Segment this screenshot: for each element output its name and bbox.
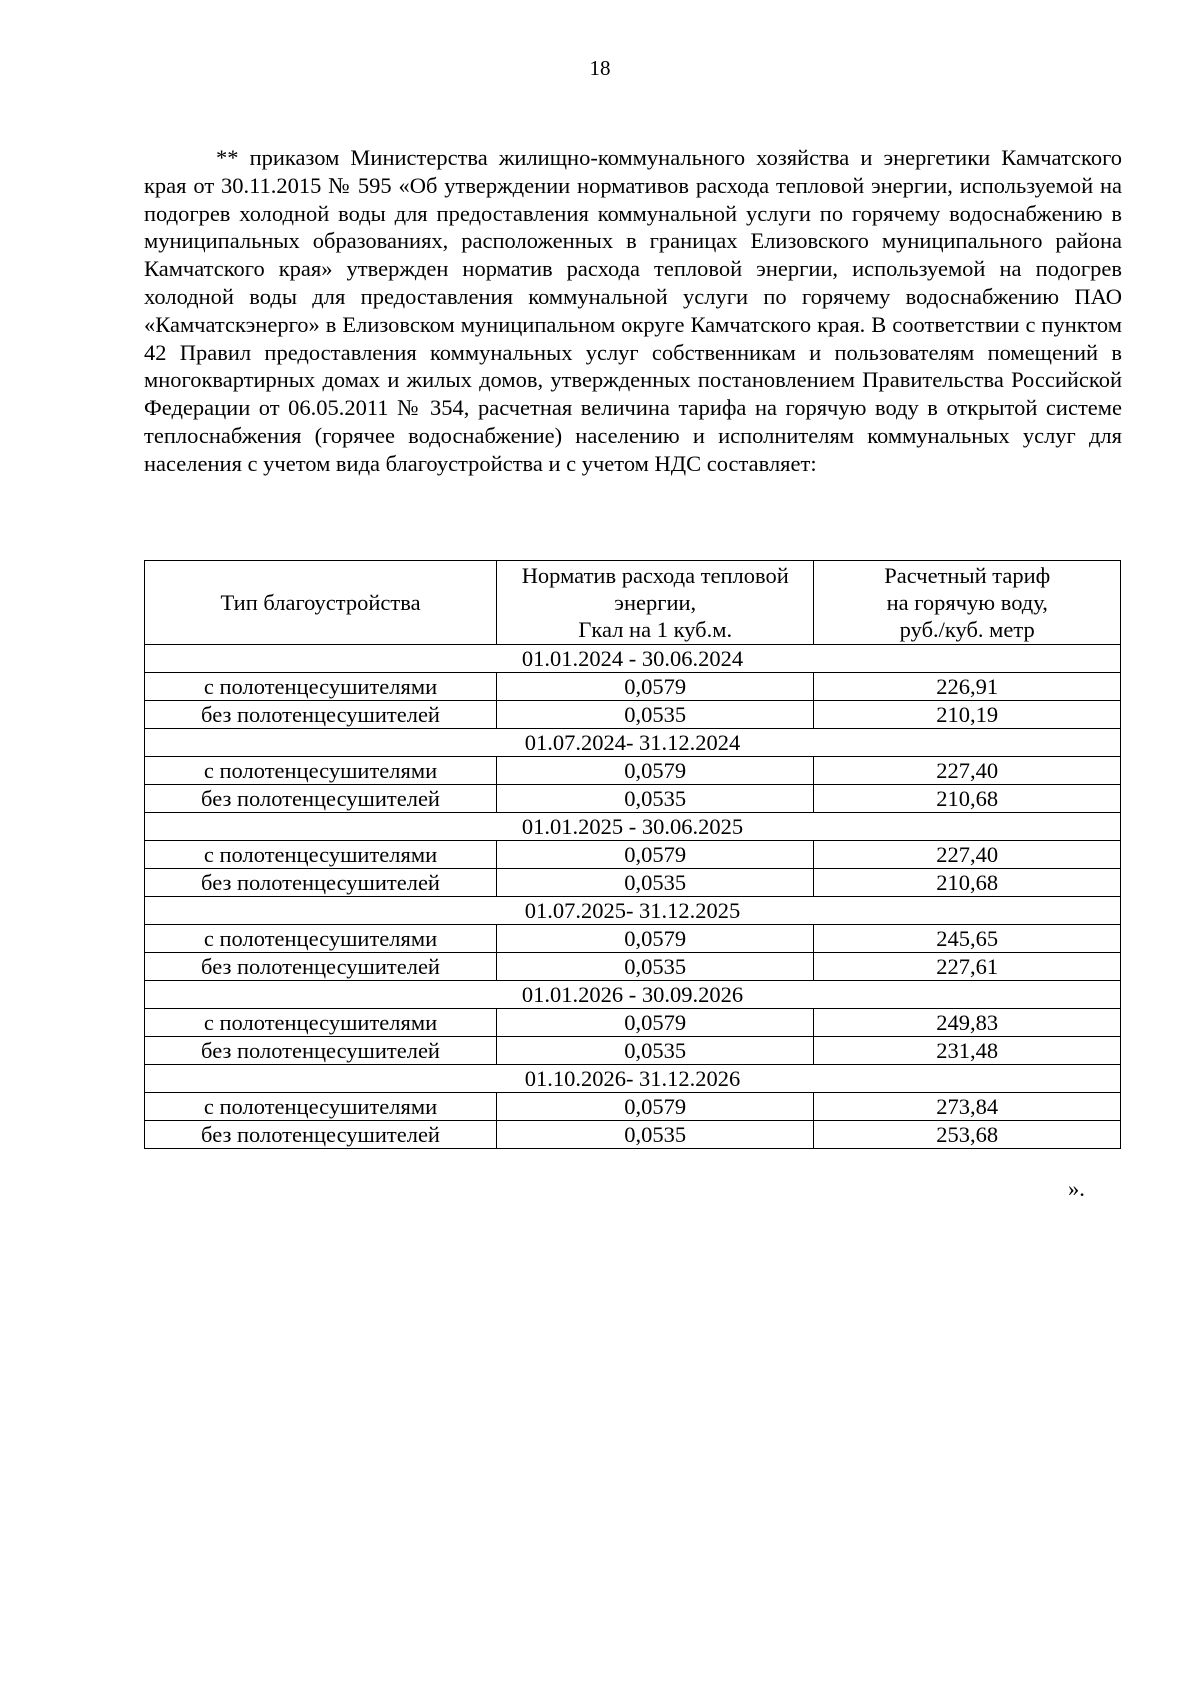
cell-norm: 0,0535 [497, 785, 814, 813]
header-norm [497, 561, 814, 645]
cell-type: с полотенцесушителями [145, 757, 497, 785]
cell-tariff: 210,68 [814, 869, 1121, 897]
cell-norm: 0,0535 [497, 701, 814, 729]
table-row [145, 1009, 1121, 1037]
cell-norm: 0,0535 [497, 1037, 814, 1065]
cell-tariff: 231,48 [814, 1037, 1121, 1065]
cell-type: без полотенцесушителей [145, 953, 497, 981]
cell-tariff: 210,19 [814, 701, 1121, 729]
table-row [145, 785, 1121, 813]
cell-norm: 0,0579 [497, 1093, 814, 1121]
period-row [145, 729, 1121, 757]
cell-tariff: 245,65 [814, 925, 1121, 953]
cell-type: с полотенцесушителями [145, 925, 497, 953]
cell-tariff: 227,61 [814, 953, 1121, 981]
cell-norm: 0,0535 [497, 869, 814, 897]
period-label: 01.07.2024- 31.12.2024 [145, 729, 1121, 757]
cell-norm: 0,0579 [497, 1009, 814, 1037]
cell-tariff: 253,68 [814, 1121, 1121, 1149]
header-norm-line-2: энергии, [614, 590, 697, 615]
period-row [145, 897, 1121, 925]
period-row [145, 981, 1121, 1009]
cell-type: без полотенцесушителей [145, 701, 497, 729]
cell-tariff: 249,83 [814, 1009, 1121, 1037]
cell-norm: 0,0535 [497, 953, 814, 981]
cell-norm: 0,0579 [497, 757, 814, 785]
closing-quote: ». [1068, 1176, 1085, 1201]
cell-type: без полотенцесушителей [145, 785, 497, 813]
header-tariff-line-2: на горячую воду, [886, 590, 1048, 615]
table-row [145, 953, 1121, 981]
table-row [145, 869, 1121, 897]
page-number: 18 [589, 56, 611, 80]
period-label: 01.07.2025- 31.12.2025 [145, 897, 1121, 925]
table-row [145, 1037, 1121, 1065]
cell-tariff: 210,68 [814, 785, 1121, 813]
table-row [145, 757, 1121, 785]
cell-tariff: 227,40 [814, 757, 1121, 785]
cell-type: с полотенцесушителями [145, 841, 497, 869]
period-label: 01.01.2026 - 30.09.2026 [145, 981, 1121, 1009]
table-row [145, 841, 1121, 869]
cell-norm: 0,0579 [497, 925, 814, 953]
cell-norm: 0,0579 [497, 673, 814, 701]
period-row [145, 813, 1121, 841]
cell-norm: 0,0579 [497, 841, 814, 869]
table-row [145, 925, 1121, 953]
cell-tariff: 273,84 [814, 1093, 1121, 1121]
cell-type: с полотенцесушителями [145, 1009, 497, 1037]
cell-type: без полотенцесушителей [145, 1037, 497, 1065]
cell-tariff: 226,91 [814, 673, 1121, 701]
cell-norm: 0,0535 [497, 1121, 814, 1149]
header-norm-line-1: Норматив расхода тепловой [521, 563, 789, 588]
table-row [145, 701, 1121, 729]
header-type: Тип благоустройства [145, 561, 497, 645]
period-label: 01.01.2025 - 30.06.2025 [145, 813, 1121, 841]
cell-tariff: 227,40 [814, 841, 1121, 869]
table-header-row [145, 561, 1121, 645]
period-label: 01.01.2024 - 30.06.2024 [145, 645, 1121, 673]
period-row [145, 1065, 1121, 1093]
period-label: 01.10.2026- 31.12.2026 [145, 1065, 1121, 1093]
table-row [145, 1093, 1121, 1121]
header-norm-line-3: Гкал на 1 куб.м. [578, 617, 733, 642]
table-row [145, 1121, 1121, 1149]
tariff-table [144, 560, 1121, 1149]
cell-type: с полотенцесушителями [145, 673, 497, 701]
header-tariff-line-3: руб./куб. метр [899, 617, 1035, 642]
cell-type: с полотенцесушителями [145, 1093, 497, 1121]
header-tariff [814, 561, 1121, 645]
body-paragraph: ** приказом Министерства жилищно-коммунального хозяйства и энергетики Камчатского края от 30.11.2015 № 595 «Об утверждении нормативов расхода тепловой энергии, используемой на подогрев холодной воды для предоставления коммунальной услуги по горячему водоснабжению в муниципальных образованиях, расположенных в границах Елизовского муниципального района Камчатского края» утвержден норматив расхода тепловой энергии, используемой на подогрев холодной воды для предоставления коммунальной услуги по горячему водоснабжению ПАО «Камчатскэнерго» в Елизовском муниципальном округе Камчатского края. В соответствии с пунктом 42 Правил предоставления коммунальных услуг собственникам и пользователям помещений в многоквартирных домах и жилых домов, утвержденных постановлением Правительства Российской Федерации от 06.05.2011 № 354, расчетная величина тарифа на горячую воду в открытой системе теплоснабжения (горячее водоснабжение) населению и исполнителям коммунальных услуг для населения с учетом вида благоустройства и с учетом НДС составляет: [144, 145, 1122, 476]
header-tariff-line-1: Расчетный тариф [884, 563, 1051, 588]
period-row [145, 645, 1121, 673]
table-row [145, 673, 1121, 701]
cell-type: без полотенцесушителей [145, 869, 497, 897]
cell-type: без полотенцесушителей [145, 1121, 497, 1149]
